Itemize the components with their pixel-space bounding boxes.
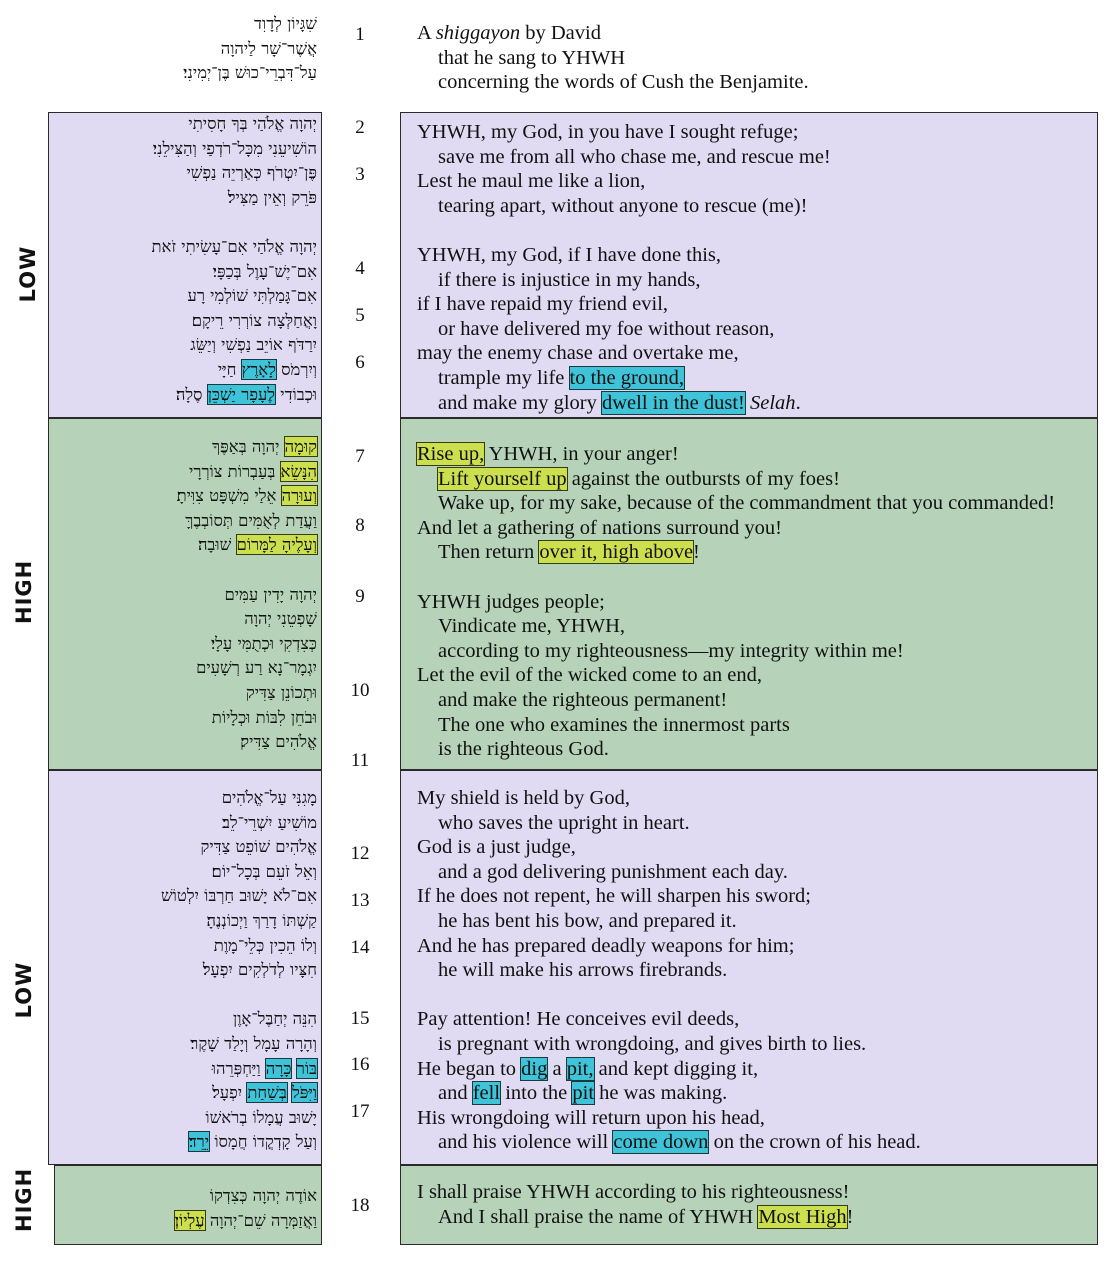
- english-line: [417, 1205, 853, 1230]
- hebrew-line: שִׁגָּיוֹן לְדָוִד: [254, 14, 317, 33]
- highlight-cyan: dwell in the dust!: [601, 391, 745, 414]
- text: אֵלַי מִשְׁפָּט צִוִּיתָ׃: [176, 486, 282, 506]
- verse-number: 7: [355, 446, 365, 467]
- english-line: according to my righteousness—my integrity within me!: [438, 639, 904, 662]
- english-line: Lest he maul me like a lion,: [417, 170, 646, 193]
- hebrew-line: אִם־גָּמַלְתִּי שׁוֹלְמִי רָע: [187, 286, 317, 306]
- text: trample my life: [438, 366, 570, 389]
- english-line: YHWH, my God, in you have I sought refuge;: [417, 121, 799, 143]
- text: Then return: [438, 541, 540, 564]
- hebrew-line: יְהוָה אֱלֹהַי אִם־עָשִׂיתִי זֹאת: [151, 236, 317, 256]
- section-label-high-2: HIGH: [12, 1167, 36, 1232]
- english-line: [417, 540, 1055, 565]
- hebrew-line: [151, 358, 317, 383]
- hebrew-line: [177, 460, 317, 485]
- verse-number: 17: [350, 1101, 370, 1122]
- verse-number: 16: [350, 1054, 370, 1075]
- highlight-cyan: בְּשַׁחַת: [247, 1083, 287, 1103]
- verse-number: 1: [355, 24, 365, 45]
- hebrew-line: אִם־יֶשׁ־עָוֶל בְּכַפָּי׃: [212, 261, 317, 281]
- hebrew-line: [161, 1081, 317, 1106]
- verse-number: 12: [350, 843, 370, 864]
- english-line: and make the righteous permanent!: [438, 688, 728, 711]
- english-line: YHWH judges people;: [417, 590, 605, 613]
- hebrew-line: עַל־דִּבְרֵי־כוּשׁ בֶּן־יְמִינִי׃: [183, 63, 317, 83]
- highlight-cyan: בּוֹר: [296, 1058, 317, 1078]
- stanza-break: [417, 565, 1055, 590]
- highlight-yellow: Lift yourself up: [438, 467, 567, 490]
- hebrew-line: וַעֲדַת לְאֻמִּים תְּסוֹבְבֶךָּ: [185, 510, 317, 530]
- verse-number: 4: [355, 258, 365, 279]
- text: בְּעַבְרוֹת צוֹרְרָי: [189, 461, 281, 481]
- text: !: [693, 541, 700, 564]
- english-line: and a god delivering punishment each day.: [438, 860, 788, 883]
- hebrew-line: מוֹשִׁיעַ יִשְׁרֵי־לֵב׃: [221, 812, 317, 832]
- stanza-break: [161, 983, 317, 1008]
- english-line: may the enemy chase and overtake me,: [417, 342, 739, 365]
- english-line: [417, 467, 1055, 492]
- hebrew-line: אִם־לֹא יָשׁוּב חַרְבּוֹ יִלְטוֹשׁ: [160, 886, 317, 906]
- highlight-yellow: הִנָּשֵׂא: [280, 461, 317, 481]
- section-label-low-1: LOW: [16, 245, 40, 303]
- english-line: is the righteous God.: [438, 738, 609, 761]
- english-line: Pay attention! He conceives evil deeds,: [417, 1008, 740, 1031]
- hebrew-line: אֱלֹהִים שׁוֹפֵט צַדִּיק: [200, 837, 317, 857]
- text: and his violence will: [438, 1131, 614, 1154]
- section-label-low-2: LOW: [12, 961, 36, 1019]
- english-line: YHWH, my God, if I have done this,: [417, 243, 722, 266]
- hebrew-line: יְהוָה יָדִין עַמִּים: [224, 584, 317, 604]
- text: he was making.: [594, 1082, 728, 1105]
- highlight-yellow: Rise up,: [417, 443, 485, 465]
- text: יְהוָה בְּאַפֶּךָ: [212, 437, 285, 456]
- hebrew-line: שָׁפְטֵנִי יְהוָה: [244, 609, 317, 629]
- verse-number: 9: [355, 586, 365, 607]
- english-line: he has bent his bow, and prepared it.: [438, 909, 737, 932]
- highlight-cyan: לָאָרֶץ: [241, 359, 276, 379]
- text: יִפְעָל׃: [212, 1083, 248, 1103]
- hebrew-section-high-2: [175, 1184, 317, 1233]
- text: שׁוּבָה׃: [197, 535, 237, 555]
- english-superscription: [417, 21, 809, 95]
- english-line: If he does not repent, he will sharpen his sword;: [417, 885, 811, 908]
- english-line: concerning the words of Cush the Benjamite.: [438, 71, 809, 94]
- english-section-low-1: [417, 120, 831, 415]
- english-section-high-2: [417, 1180, 853, 1229]
- english-line: My shield is held by God,: [417, 787, 630, 809]
- english-line: [417, 1081, 921, 1106]
- text: וּכְבוֹדִי: [275, 384, 317, 404]
- text: by David: [520, 22, 601, 44]
- english-line: is pregnant with wrongdoing, and gives birth to lies.: [438, 1032, 867, 1055]
- english-line: who saves the upright in heart.: [438, 811, 690, 834]
- text: וְעַל קָדְקֳדוֹ חֲמָסוֹ: [209, 1132, 317, 1152]
- verse-number: 6: [355, 352, 365, 373]
- text: וְיִרְמֹס: [275, 359, 317, 379]
- text: He began to: [417, 1057, 522, 1080]
- text: and make my glory: [438, 391, 602, 414]
- hebrew-line: מָגִנִּי עַל־אֱלֹהִים: [221, 788, 317, 807]
- hebrew-line: אוֹדֶה יְהוָה כְּצִדְקוֹ: [209, 1186, 317, 1205]
- text: on the crown of his head.: [708, 1131, 921, 1154]
- section-label-high-1: HIGH: [12, 559, 36, 624]
- english-line: he will make his arrows firebrands.: [438, 959, 728, 982]
- english-line: [417, 391, 831, 416]
- hebrew-line: הִנֵּה יְחַבֶּל־אָוֶן: [233, 1009, 317, 1029]
- highlight-yellow: over it, high above: [539, 541, 694, 564]
- stanza-break: [417, 983, 921, 1008]
- hebrew-line: הוֹשִׁיעֵנִי מִכָּל־רֹדְפַי וְהַצִּילֵנִי׃: [152, 138, 317, 158]
- hebrew-superscription: [183, 12, 317, 86]
- english-line: save me from all who chase me, and rescue me!: [438, 145, 831, 168]
- hebrew-section-high-1: [177, 435, 317, 755]
- hebrew-line: פֶּן־יִטְרֹף כְּאַרְיֵה נַפְשִׁי: [186, 163, 317, 183]
- english-line: And let a gathering of nations surround you!: [417, 516, 782, 539]
- english-line: Wake up, for my sake, because of the commandment that you commanded!: [438, 492, 1056, 515]
- hebrew-line: [151, 383, 317, 408]
- english-line: [417, 366, 831, 391]
- hebrew-line: [161, 1057, 317, 1082]
- text: A: [417, 22, 436, 44]
- text: against the outbursts of my foes!: [566, 467, 840, 490]
- hebrew-line: [161, 1130, 317, 1155]
- verse-number: 11: [350, 750, 370, 771]
- highlight-cyan: to the ground,: [569, 366, 684, 389]
- english-line: [417, 1130, 921, 1155]
- text: חַיָּי: [217, 359, 242, 379]
- english-line: And he has prepared deadly weapons for him;: [417, 934, 795, 957]
- english-line: that he sang to YHWH: [438, 46, 626, 69]
- highlight-cyan: יֵרֵד׃: [188, 1132, 210, 1152]
- highlight-cyan: כָּרָה: [265, 1058, 292, 1078]
- english-line: His wrongdoing will return upon his head,: [417, 1106, 765, 1129]
- english-line: God is a just judge,: [417, 836, 576, 859]
- verse-number: 13: [350, 890, 370, 911]
- highlight-cyan: וַיִּפֹּל: [292, 1083, 317, 1103]
- text: and: [438, 1082, 473, 1105]
- english-line: The one who examines the innermost parts: [438, 713, 790, 736]
- english-line: [417, 442, 1055, 467]
- hebrew-line: אֱלֹהִים צַדִּיק׃: [240, 732, 317, 752]
- hebrew-line: פֹּרֵק וְאֵין מַצִּיל׃: [227, 187, 317, 207]
- stanza-break: [151, 210, 317, 235]
- verse-number: 10: [350, 680, 370, 701]
- italic-term: Selah: [750, 391, 796, 414]
- hebrew-line: וְלוֹ הֵכִין כְּלֵי־מָוֶת: [213, 935, 317, 955]
- highlight-yellow: Most High: [758, 1205, 847, 1228]
- verse-number: 3: [355, 164, 365, 185]
- english-section-high-1: [417, 442, 1055, 762]
- highlight-yellow: וְעָלֶיהָ לַמָּרוֹם: [236, 535, 317, 555]
- hebrew-line: [177, 435, 317, 460]
- hebrew-line: כְּצִדְקִי וּכְתֻמִּי עָלָי׃: [210, 633, 317, 653]
- verse-number: 8: [355, 515, 365, 536]
- text: And I shall praise the name of YHWH: [438, 1205, 759, 1228]
- hebrew-line: וּתְכוֹנֵן צַדִּיק: [245, 682, 317, 702]
- english-line: [417, 21, 809, 46]
- hebrew-line: וָאֲחַלְּצָה צוֹרְרִי רֵיקָם׃: [191, 310, 317, 330]
- hebrew-line: יְהוָה אֱלֹהַי בְּךָ חָסִיתִי: [188, 114, 317, 133]
- english-line: tearing apart, without anyone to rescue (me)!: [438, 194, 808, 217]
- stanza-break: [177, 558, 317, 583]
- hebrew-line: וּבֹחֵן לִבּוֹת וּכְלָיוֹת: [211, 707, 317, 727]
- verse-number: 15: [350, 1008, 370, 1029]
- hebrew-line: יִרַדֹּף אוֹיֵב נַפְשִׁי וְיַשֵּׂג: [190, 335, 317, 355]
- text: YHWH, in your anger!: [484, 443, 679, 465]
- hebrew-line: [175, 1209, 317, 1234]
- text: !: [846, 1205, 854, 1228]
- english-line: [417, 1057, 921, 1082]
- hebrew-line: [177, 533, 317, 558]
- hebrew-line: [177, 484, 317, 509]
- hebrew-section-low-1: [151, 112, 317, 407]
- english-line: Let the evil of the wicked come to an end,: [417, 664, 762, 687]
- hebrew-line: וְאֵל זֹעֵם בְּכָל־יוֹם׃: [211, 861, 317, 881]
- highlight-yellow: עֶלְיוֹן׃: [174, 1210, 205, 1230]
- hebrew-line: יִגְמָר־נָא רַע רְשָׁעִים: [196, 658, 317, 678]
- highlight-cyan: לֶעָפָר יַשְׁכֵּן: [207, 384, 276, 404]
- highlight-yellow: וְעוּרָה: [281, 486, 317, 506]
- highlight-cyan: pit: [572, 1082, 595, 1105]
- highlight-yellow: קוּמָה: [284, 437, 317, 456]
- text: סֶלָה׃: [175, 384, 208, 404]
- text: into the: [500, 1082, 573, 1105]
- highlight-cyan: pit,: [566, 1057, 594, 1080]
- english-line: or have delivered my foe without reason,: [438, 317, 775, 340]
- stanza-break: [417, 218, 831, 243]
- highlight-cyan: come down: [613, 1131, 709, 1154]
- english-line: I shall praise YHWH according to his righteousness!: [417, 1181, 850, 1203]
- hebrew-line: קַשְׁתּוֹ דָרַךְ וַיְכוֹנְנֶהָ׃: [206, 910, 317, 930]
- text: a: [547, 1057, 567, 1080]
- hebrew-line: אֲשֶׁר־שָׁר לַיהוָה: [220, 38, 317, 58]
- english-line: if there is injustice in my hands,: [438, 268, 701, 291]
- verse-number: 14: [350, 937, 370, 958]
- text: וַיַּחְפְּרֵהוּ: [211, 1058, 266, 1078]
- highlight-cyan: fell: [472, 1082, 501, 1105]
- english-line: if I have repaid my friend evil,: [417, 293, 669, 316]
- text: and kept digging it,: [593, 1057, 759, 1080]
- text: וַאֲזַמְּרָה שֵׁם־יְהוָה: [204, 1210, 317, 1230]
- verse-number: 18: [350, 1195, 370, 1216]
- hebrew-section-low-2: [161, 786, 317, 1155]
- verse-number: 5: [355, 305, 365, 326]
- english-line: Vindicate me, YHWH,: [438, 615, 626, 638]
- hebrew-line: חִצָּיו לְדֹלְקִים יִפְעָל׃: [202, 960, 317, 980]
- hebrew-line: יָשׁוּב עֲמָלוֹ בְרֹאשׁוֹ: [205, 1107, 317, 1127]
- highlight-cyan: dig: [521, 1057, 548, 1080]
- text: .: [795, 391, 801, 414]
- verse-number: 2: [355, 117, 365, 138]
- hebrew-line: וְהָרָה עָמָל וְיָלַד שָׁקֶר׃: [190, 1033, 317, 1053]
- italic-term: shiggayon: [435, 22, 521, 44]
- english-section-low-2: [417, 786, 921, 1155]
